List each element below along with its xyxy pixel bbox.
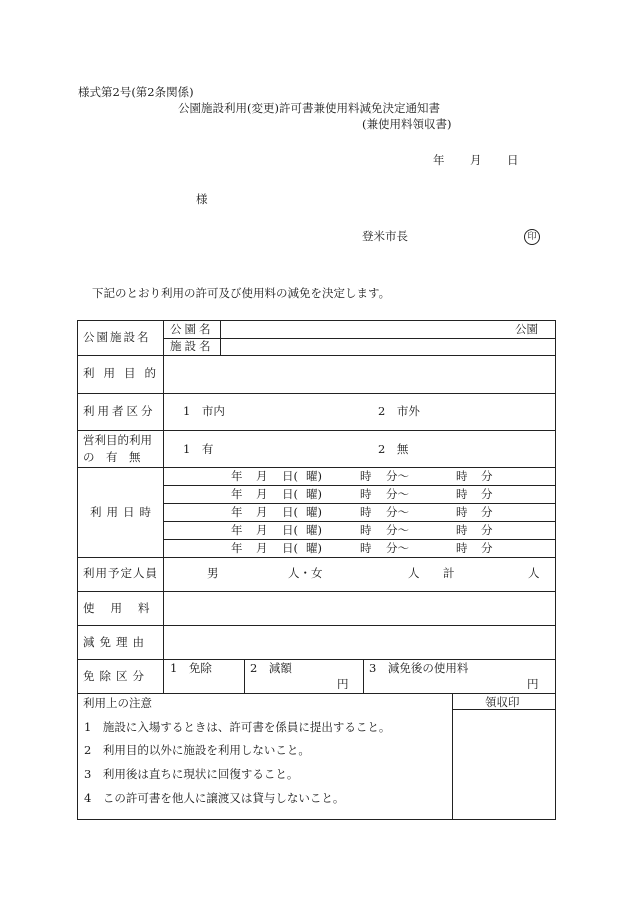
note-item: 1 施設に入場するときは、許可書を係員に提出すること。 xyxy=(84,720,391,734)
weekday-label: 曜) xyxy=(306,469,322,483)
to-minute-label: 分 xyxy=(481,523,493,537)
people-total-unit: 人 xyxy=(528,566,540,580)
weekday-label: 曜) xyxy=(306,523,322,537)
profit-option-1: 1 有 xyxy=(183,442,214,456)
park-name-label: 公園名 xyxy=(170,322,214,336)
reason-label: 減免理由 xyxy=(83,635,149,649)
people-female-unit: 人 xyxy=(408,566,420,580)
to-hour-label: 時 xyxy=(456,469,468,483)
from-hour-label: 時 xyxy=(360,505,372,519)
note-item: 4 この許可書を他人に譲渡又は貸与しないこと。 xyxy=(84,791,345,805)
date-month-label: 月 xyxy=(470,153,482,167)
from-minute-label: 分〜 xyxy=(386,487,409,501)
to-hour-label: 時 xyxy=(456,541,468,555)
to-hour-label: 時 xyxy=(456,487,468,501)
exempt-option-3: 3 減免後の使用料 xyxy=(369,661,469,675)
from-hour-label: 時 xyxy=(360,469,372,483)
day-label: 日( xyxy=(282,523,298,537)
year-label: 年 xyxy=(231,523,243,537)
issuer-name: 登米市長 xyxy=(362,229,408,243)
people-label: 利用予定人員 xyxy=(83,566,158,580)
day-label: 日( xyxy=(282,469,298,483)
from-minute-label: 分〜 xyxy=(386,505,409,519)
to-minute-label: 分 xyxy=(481,487,493,501)
day-label: 日( xyxy=(282,505,298,519)
note-item: 2 利用目的以外に施設を利用しないこと。 xyxy=(84,743,310,757)
day-label: 日( xyxy=(282,487,298,501)
form-title: 公園施設利用(変更)許可書兼使用料減免決定通知書 xyxy=(178,101,440,115)
to-hour-label: 時 xyxy=(456,523,468,537)
to-minute-label: 分 xyxy=(481,469,493,483)
month-label: 月 xyxy=(256,469,268,483)
month-label: 月 xyxy=(256,523,268,537)
form-subtitle: (兼使用料領収書) xyxy=(362,117,452,131)
facility-name-label: 施設名 xyxy=(170,339,214,353)
year-label: 年 xyxy=(231,487,243,501)
people-male-label: 男 xyxy=(207,566,219,580)
addressee-suffix: 様 xyxy=(196,192,208,206)
to-minute-label: 分 xyxy=(481,505,493,519)
to-minute-label: 分 xyxy=(481,541,493,555)
from-hour-label: 時 xyxy=(360,541,372,555)
seal-mark: 印 xyxy=(524,229,540,245)
user-class-label: 利用者区分 xyxy=(83,404,156,418)
people-total-label: 計 xyxy=(443,566,455,580)
from-minute-label: 分〜 xyxy=(386,541,409,555)
from-minute-label: 分〜 xyxy=(386,469,409,483)
year-label: 年 xyxy=(231,505,243,519)
profit-option-2: 2 無 xyxy=(378,442,409,456)
weekday-label: 曜) xyxy=(306,487,322,501)
month-label: 月 xyxy=(256,541,268,555)
from-hour-label: 時 xyxy=(360,523,372,537)
date-day-label: 日 xyxy=(507,153,519,167)
month-label: 月 xyxy=(256,487,268,501)
exempt-label: 免除区分 xyxy=(83,669,149,683)
exempt-option-2-unit: 円 xyxy=(337,677,349,691)
intro-text: 下記のとおり利用の許可及び使用料の減免を決定します。 xyxy=(92,286,391,300)
weekday-label: 曜) xyxy=(306,541,322,555)
people-separator: 人・女 xyxy=(288,566,323,580)
weekday-label: 曜) xyxy=(306,505,322,519)
profit-label-line-2: の 有 無 xyxy=(83,450,141,464)
exempt-option-3-unit: 円 xyxy=(527,677,539,691)
note-item: 3 利用後は直ちに現状に回復すること。 xyxy=(84,767,299,781)
day-label: 日( xyxy=(282,541,298,555)
user-class-option-2: 2 市外 xyxy=(378,404,420,418)
month-label: 月 xyxy=(256,505,268,519)
fee-label: 使用料 xyxy=(83,601,166,615)
datetime-label: 利用日時 xyxy=(90,505,156,519)
exempt-option-1: 1 免除 xyxy=(170,661,212,675)
to-hour-label: 時 xyxy=(456,505,468,519)
facility-header-label: 公園施設名 xyxy=(83,330,151,344)
purpose-label: 利用目的 xyxy=(83,366,165,380)
year-label: 年 xyxy=(231,469,243,483)
notes-title: 利用上の注意 xyxy=(83,696,152,710)
from-hour-label: 時 xyxy=(360,487,372,501)
year-label: 年 xyxy=(231,541,243,555)
form-number: 様式第2号(第2条関係) xyxy=(78,85,194,99)
from-minute-label: 分〜 xyxy=(386,523,409,537)
date-year-label: 年 xyxy=(433,153,445,167)
user-class-option-1: 1 市内 xyxy=(183,404,225,418)
profit-label-line-1: 営利目的利用 xyxy=(83,433,152,447)
exempt-option-2: 2 減額 xyxy=(250,661,292,675)
receipt-stamp-label: 領収印 xyxy=(485,695,520,709)
park-suffix: 公園 xyxy=(515,322,538,336)
